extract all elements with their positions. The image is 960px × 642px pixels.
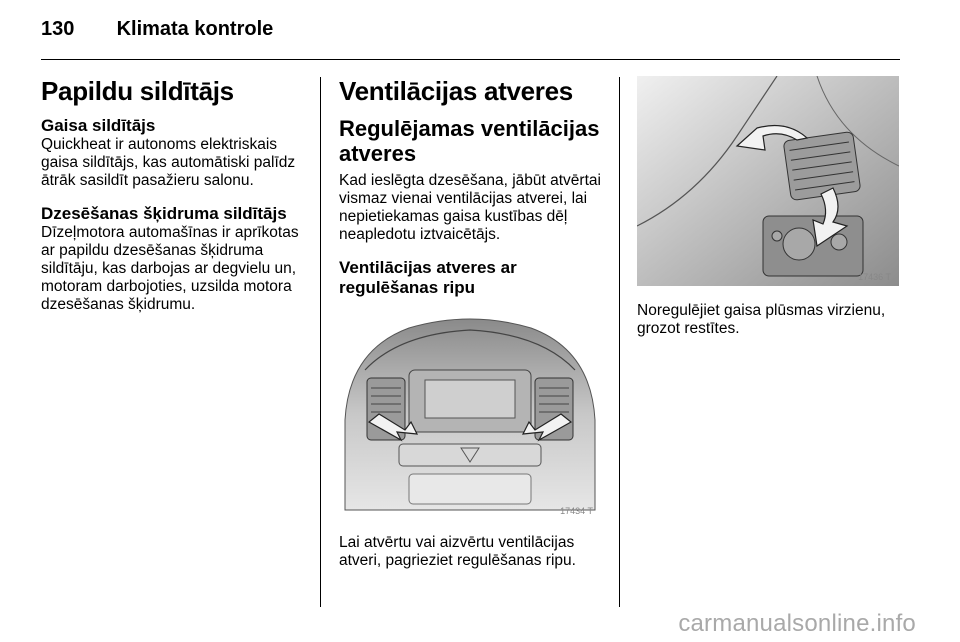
figure-code: 17434 T <box>560 506 593 516</box>
column-2 <box>339 76 607 584</box>
caption-louvres: Noregulējiet gaisa plūsmas virzienu, grozot restītes. <box>637 302 886 337</box>
subheading-air-heater: Gaisa sildītājs <box>41 116 156 135</box>
page-number: 130 <box>41 18 75 40</box>
watermark: carmanualsonline.info <box>678 610 916 637</box>
paragraph-air-heater: Quickheat ir autonoms elektriskais gaisa sildītājs, kas automātiski palīdz ātrāk sasildīt pasažieru salonu. <box>41 136 296 189</box>
subheading-adjustable-vents: Regulējamas ventilācijas atveres <box>339 116 600 166</box>
page-header <box>41 18 273 41</box>
figure-code: 17436 T <box>858 272 891 282</box>
section-title-auxiliary-heater: Papildu sildītājs <box>41 76 234 106</box>
subheading-coolant-heater: Dzesēšanas šķidruma sildītājs <box>41 204 287 223</box>
section-title-air-vents: Ventilācijas atveres <box>339 76 573 106</box>
column-1 <box>41 76 307 328</box>
vent-illustration <box>637 76 899 286</box>
header-rule <box>41 59 900 60</box>
chapter-title: Klimata kontrole <box>116 18 274 40</box>
caption-thumbwheel: Lai atvērtu vai aizvērtu ventilācijas atveri, pagrieziet regulēšanas ripu. <box>339 534 576 569</box>
dashboard-illustration <box>339 310 601 520</box>
subheading-thumbwheel-vents: Ventilācijas atveres ar regulēšanas ripu <box>339 258 517 297</box>
figure-vent-louvres <box>637 76 899 286</box>
figure-dashboard-vents <box>339 310 601 520</box>
column-3 <box>637 76 903 352</box>
paragraph-vents-intro: Kad ieslēgta dzesēšana, jābūt atvērtai vismaz vienai ventilācijas atverei, lai nepietiekamas gaisa kustības dēļ neapledotu iztvaicētājs. <box>339 172 601 243</box>
column-divider-2 <box>619 77 620 607</box>
paragraph-coolant-heater: Dīzeļmotora automašīnas ir aprīkotas ar papildu dzesēšanas šķidruma sildītāju, kas darbojas ar degvielu un, motoram darbojoties, uzsilda motora dzesēšanas šķidrumu. <box>41 224 299 313</box>
column-divider-1 <box>320 77 321 607</box>
